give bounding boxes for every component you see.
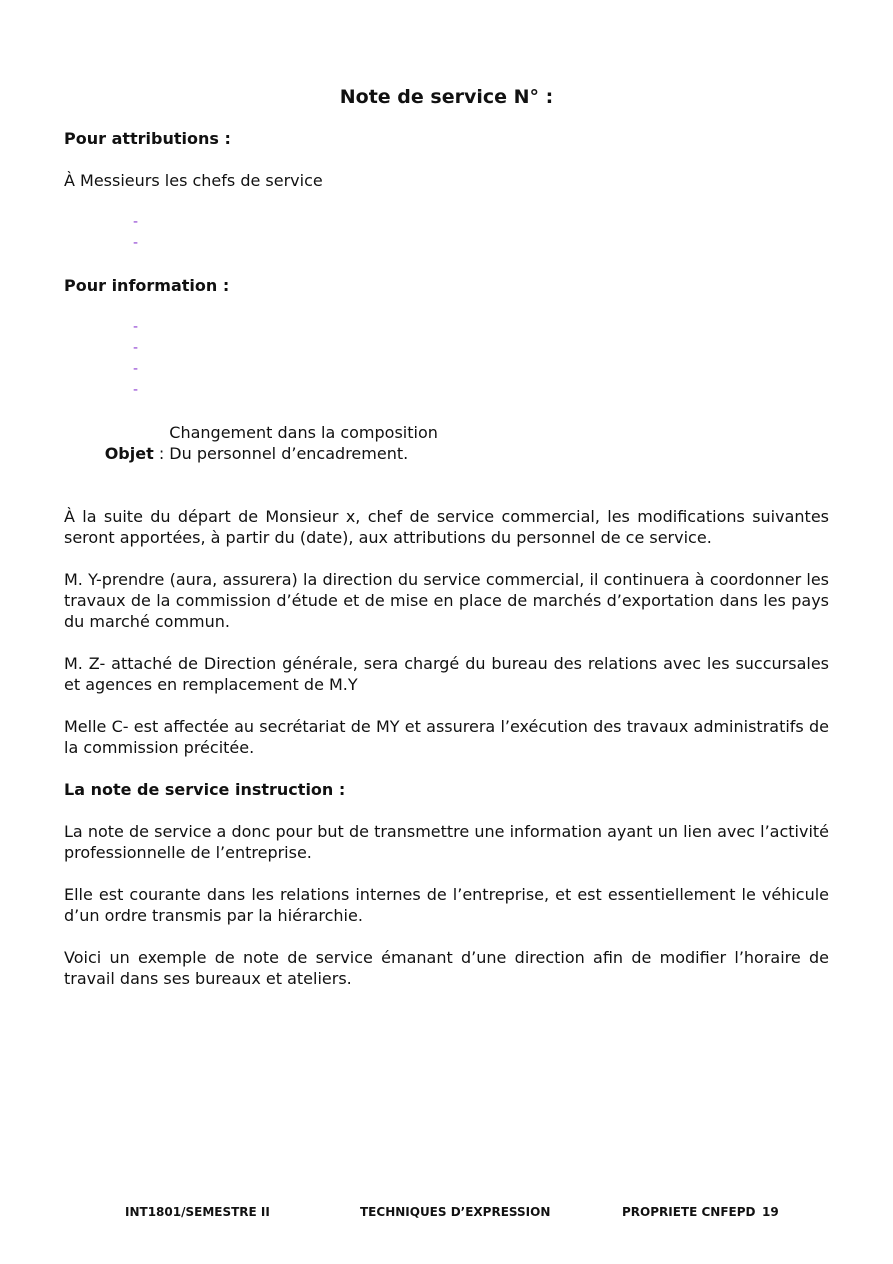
list-item: - bbox=[133, 319, 139, 335]
instruction-paragraph-example: Voici un exemple de note de service émanant d’une direction afin de modifier l’horaire de travail dans ses bureaux et ateliers. bbox=[64, 948, 829, 988]
paragraph-depart: À la suite du départ de Monsieur x, chef de service commercial, les modifications suivantes seront apportées, à partir du (date), aux attributions du personnel de ce service. bbox=[64, 507, 829, 547]
list-item: - bbox=[133, 382, 139, 398]
attributions-heading: Pour attributions : bbox=[64, 129, 231, 148]
footer-page-number: 19 bbox=[762, 1205, 779, 1219]
objet-line-2: Du personnel d’encadrement. bbox=[169, 444, 409, 463]
attributions-list bbox=[64, 212, 829, 254]
objet-separator: : bbox=[153, 444, 170, 463]
instruction-paragraph-usage: Elle est courante dans les relations internes de l’entreprise, et est essentiellement le véhicule d’un ordre transmis par la hiérarchie. bbox=[64, 885, 829, 925]
paragraph-mz: M. Z- attaché de Direction générale, sera chargé du bureau des relations avec les succursales et agences en remplacement de M.Y bbox=[64, 654, 829, 694]
attributions-recipients: À Messieurs les chefs de service bbox=[64, 171, 323, 190]
footer-owner: PROPRIETE CNFEPD bbox=[622, 1205, 756, 1219]
information-heading: Pour information : bbox=[64, 276, 230, 295]
paragraph-melle-c: Melle C- est affectée au secrétariat de MY et assurera l’exécution des travaux administratifs de la commission précitée. bbox=[64, 717, 829, 757]
document-body bbox=[64, 84, 829, 989]
objet-line-1: Changement dans la composition bbox=[169, 423, 438, 442]
list-item: - bbox=[133, 214, 139, 230]
information-list bbox=[64, 317, 829, 401]
list-item: - bbox=[133, 235, 139, 251]
page-title: Note de service N° : bbox=[339, 86, 554, 108]
objet-label: Objet bbox=[104, 444, 154, 463]
footer-course: INT1801/SEMESTRE II bbox=[125, 1205, 270, 1219]
footer-subject: TECHNIQUES D’EXPRESSION bbox=[360, 1205, 551, 1219]
instruction-paragraph-purpose: La note de service a donc pour but de transmettre une information ayant un lien avec l’activité professionnelle de l’entreprise. bbox=[64, 822, 829, 862]
objet-block bbox=[64, 422, 829, 485]
list-item: - bbox=[133, 340, 139, 356]
list-item: - bbox=[133, 361, 139, 377]
instruction-heading: La note de service instruction : bbox=[64, 780, 346, 799]
paragraph-my: M. Y-prendre (aura, assurera) la direction du service commercial, il continuera à coordonner les travaux de la commission d’étude et de mise en place de marchés d’exportation dans les pays du marché commun. bbox=[64, 570, 829, 631]
